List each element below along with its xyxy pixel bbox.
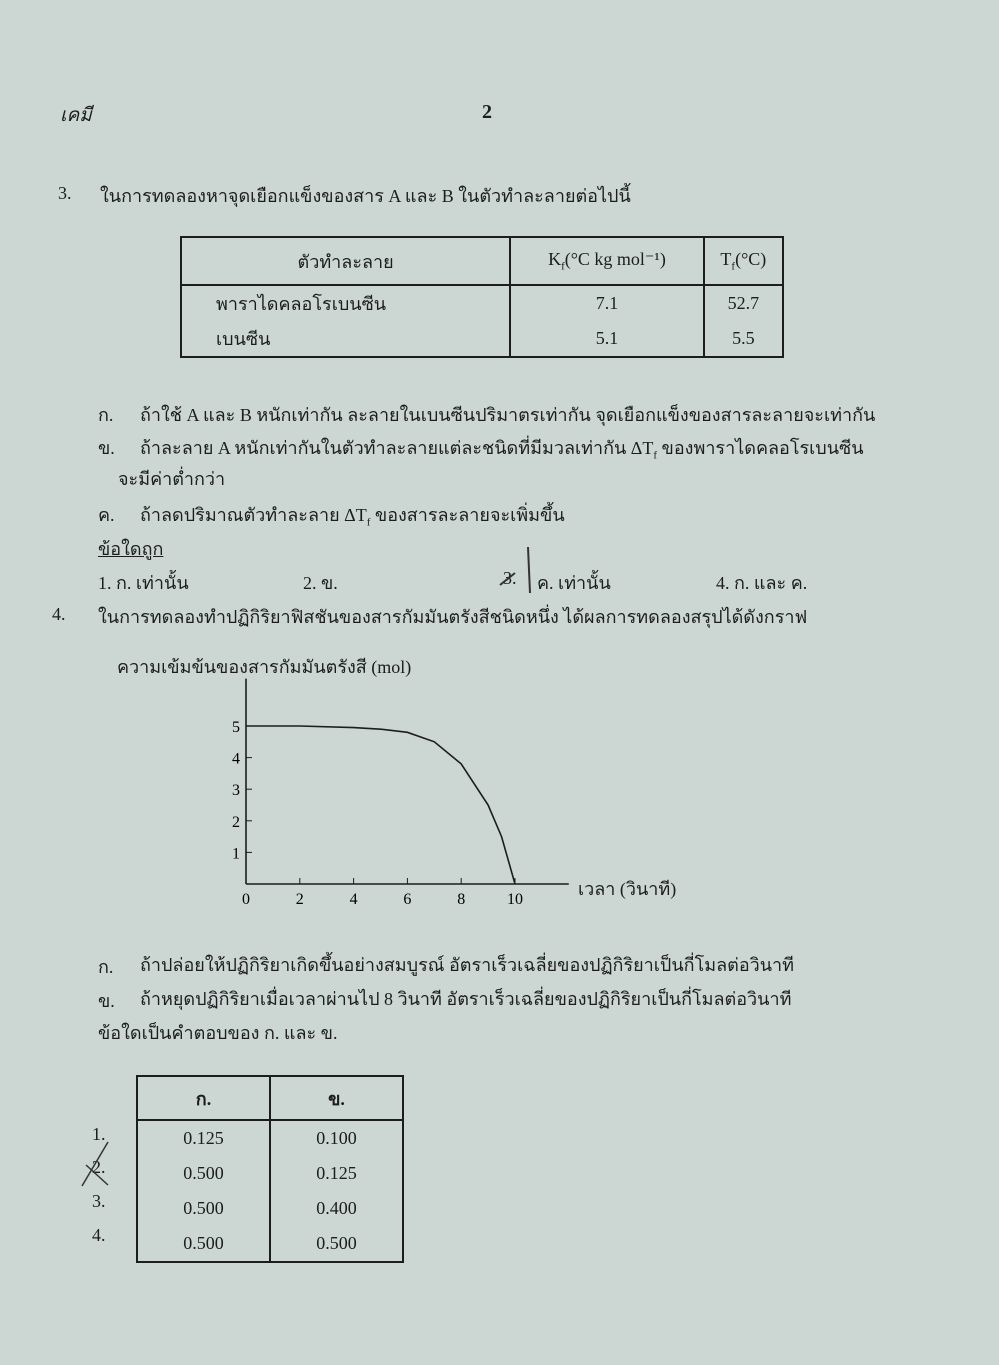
statement-text: ถ้าปล่อยให้ปฏิกิริยาเกิดขึ้นอย่างสมบูรณ์ อัตราเร็วเฉลี่ยของปฏิกิริยาเป็นกี่โมลต่อวินาที xyxy=(140,955,795,975)
x-tick-label: 6 xyxy=(403,891,412,908)
handwritten-cross-mark xyxy=(78,1140,118,1190)
statement-label: ค. xyxy=(98,505,115,525)
statement-text: ถ้าลดปริมาณตัวทำละลาย $\Delta T_f$ ของสารละลายจะเพิ่มขึ้น xyxy=(140,505,565,529)
choice-3-number: 3. xyxy=(503,568,517,588)
x-tick-label: 8 xyxy=(457,891,466,908)
header-kf: $K_f(^\circ C$ kg mol⁻¹) xyxy=(510,237,704,285)
table-row: 0.125 0.100 xyxy=(137,1120,403,1156)
statement-label: ข. xyxy=(98,991,115,1011)
y-tick-label: 1 xyxy=(232,845,240,863)
q4-number: 4. xyxy=(52,604,66,624)
choice-2: 2. ข. xyxy=(303,573,338,593)
subject-label: เคมี xyxy=(60,105,92,126)
statement-text: ถ้าหยุดปฏิกิริยาเมื่อเวลาผ่านไป 8 วินาที อัตราเร็วเฉลี่ยของปฏิกิริยาเป็นกี่โมลต่อวินาที xyxy=(140,989,792,1009)
row-number: 2. xyxy=(92,1157,106,1177)
y-tick-label: 5 xyxy=(232,719,240,736)
chart-xlabel: เวลา (วินาที) xyxy=(578,879,677,899)
y-tick-label: 3 xyxy=(232,782,240,800)
table-row: 0.500 0.125 xyxy=(137,1156,403,1191)
chart-ylabel: ความเข้มข้นของสารกัมมันตรังสี (mol) xyxy=(117,657,412,677)
choice-3: ค. เท่านั้น xyxy=(537,573,611,593)
decay-curve xyxy=(246,726,515,884)
choice-4: 4. ก. และ ค. xyxy=(716,573,808,593)
question-text: ข้อใดถูก xyxy=(98,539,164,559)
q3-number: 3. xyxy=(58,183,72,203)
statement-label: ก. xyxy=(98,405,114,425)
choice-1: 1. ก. เท่านั้น xyxy=(98,573,189,593)
q4-stem: ในการทดลองทำปฏิกิริยาฟิสชันของสารกัมมันตรังสีชนิดหนึ่ง ได้ผลการทดลองสรุปได้ดังกราฟ xyxy=(98,607,808,627)
x-tick-label: 4 xyxy=(349,891,358,908)
y-tick-label: 4 xyxy=(232,750,240,768)
statement-text: จะมีค่าต่ำกว่า xyxy=(118,469,226,489)
row-number: 1. xyxy=(92,1124,106,1144)
row-number: 4. xyxy=(92,1225,106,1245)
table-row: 0.500 0.400 xyxy=(137,1191,403,1226)
question-text: ข้อใดเป็นคำตอบของ ก. และ ข. xyxy=(98,1023,338,1043)
statement-text: ถ้าใช้ A และ B หนักเท่ากัน ละลายในเบนซีนปริมาตรเท่ากัน จุดเยือกแข็งของสารละลายจะเท่ากัน xyxy=(140,405,876,425)
x-tick-label: 0 xyxy=(242,891,250,908)
header-tf: $T_f(^\circ C)$ xyxy=(704,237,783,285)
table-row: เบนซีน 5.1 5.5 xyxy=(181,321,783,357)
statement-label: ข. xyxy=(98,438,115,458)
page-number: 2 xyxy=(482,101,492,123)
header-solvent: ตัวทำละลาย xyxy=(181,237,510,285)
y-tick-label: 2 xyxy=(232,813,240,831)
table-row: พาราไดคลอโรเบนซีน 7.1 52.7 xyxy=(181,285,783,321)
answer-table: ก. ข. 0.125 0.100 0.500 0.125 0.500 0.400 0.500 0.500 xyxy=(136,1075,404,1263)
statement-text: ถ้าละลาย A หนักเท่ากันในตัวทำละลายแต่ละชนิดที่มีมวลเท่ากัน $\Delta T_f$ ของพาราไดคลอโรเบนซีน xyxy=(140,438,864,462)
table-row: 0.500 0.500 xyxy=(137,1226,403,1262)
q3-stem: ในการทดลองหาจุดเยือกแข็งของสาร A และ B ในตัวทำละลายต่อไปนี้ xyxy=(100,186,631,206)
row-number: 3. xyxy=(92,1191,106,1211)
statement-label: ก. xyxy=(98,957,114,977)
x-tick-label: 10 xyxy=(507,891,523,908)
x-tick-label: 2 xyxy=(295,891,304,908)
